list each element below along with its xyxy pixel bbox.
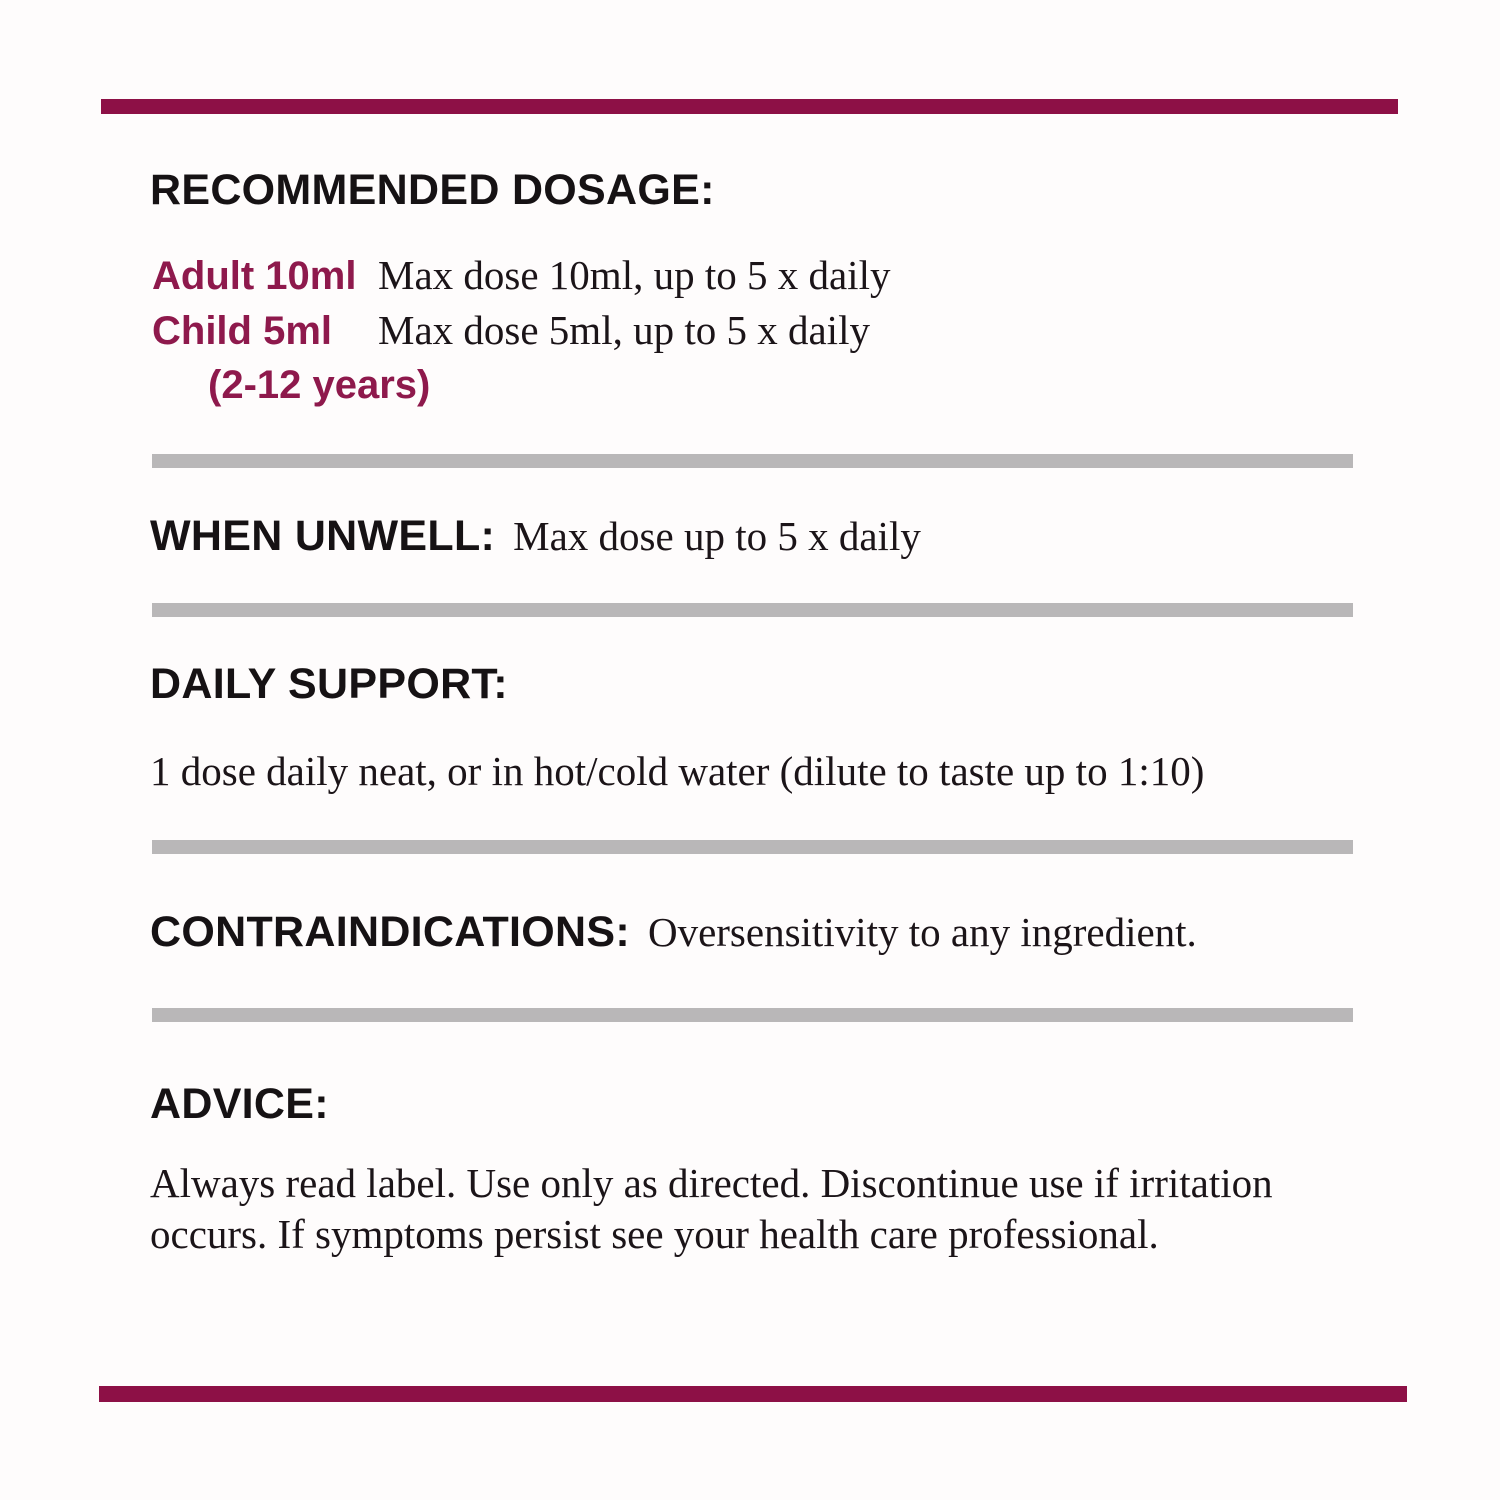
daily-support-heading: DAILY SUPPORT:	[150, 660, 508, 708]
when-unwell-text: Max dose up to 5 x daily	[513, 513, 921, 559]
daily-support-text: 1 dose daily neat, or in hot/cold water (dilute to taste up to 1:10)	[150, 748, 1205, 794]
dosage-table	[152, 248, 890, 412]
recommended-dosage-heading: RECOMMENDED DOSAGE:	[150, 166, 715, 214]
contraindications-text: Oversensitivity to any ingredient.	[647, 909, 1197, 955]
top-accent-bar	[101, 99, 1398, 114]
when-unwell-heading: WHEN UNWELL:	[150, 512, 496, 560]
section-divider	[152, 454, 1353, 468]
bottom-accent-bar	[99, 1386, 1407, 1402]
dosage-row-adult-text: Max dose 10ml, up to 5 x daily	[378, 252, 891, 298]
dosage-row-adult-label: Adult 10ml	[152, 254, 357, 298]
advice-text-line-1: Always read label. Use only as directed. Discontinue use if irritation	[150, 1160, 1273, 1206]
dosage-row-child-label: Child 5ml	[152, 309, 333, 353]
when-unwell-line	[150, 512, 921, 561]
contraindications-heading: CONTRAINDICATIONS:	[150, 908, 630, 956]
contraindications-line	[150, 908, 1197, 957]
section-divider	[152, 840, 1353, 854]
advice-text-line-2: occurs. If symptoms persist see your health care professional.	[150, 1211, 1159, 1257]
advice-text	[150, 1158, 1450, 1260]
section-divider	[152, 603, 1353, 617]
advice-heading: ADVICE:	[150, 1080, 329, 1128]
section-divider	[152, 1008, 1353, 1022]
child-age-range-note: (2-12 years)	[208, 363, 431, 407]
dosage-row-child-text: Max dose 5ml, up to 5 x daily	[378, 307, 870, 353]
